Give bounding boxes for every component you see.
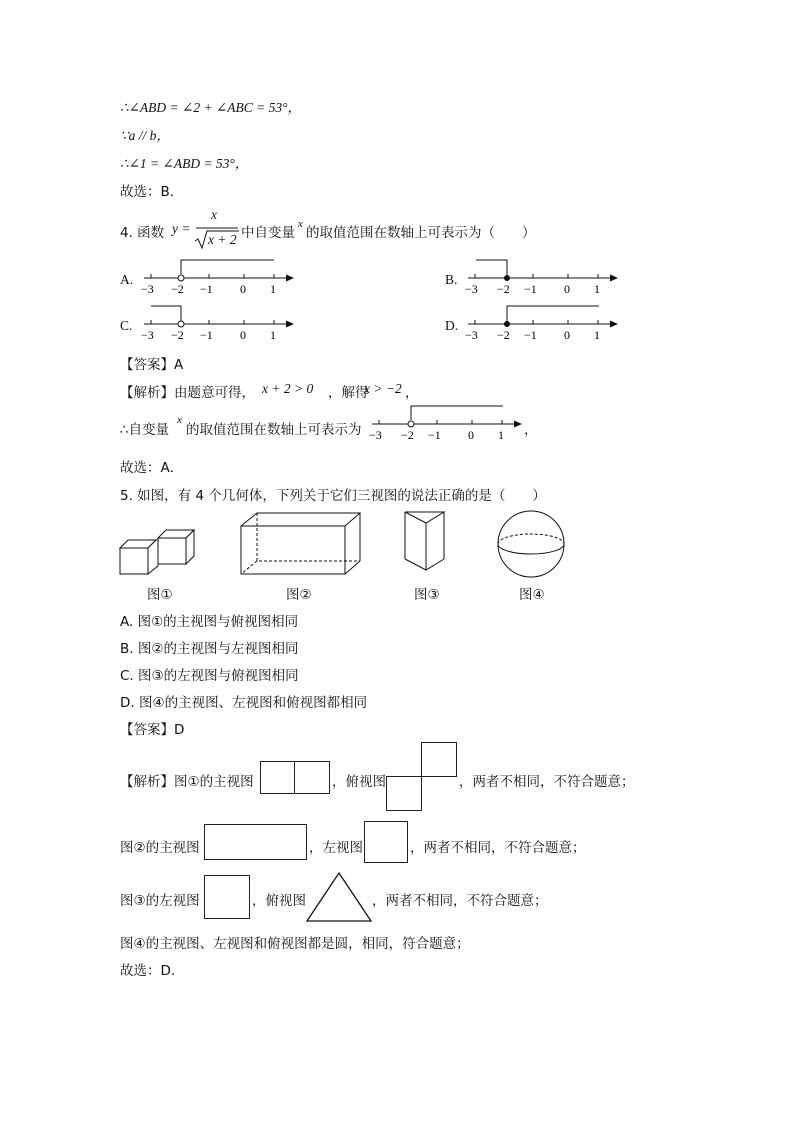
tick-label: −2 [497,282,510,296]
q4-conclusion-suffix: 的取值范围在数轴上可表示为 [186,422,362,438]
tick-label: −3 [141,328,154,342]
q5-a1-top-view-square-upper [421,742,457,777]
q5-a4: 图④的主视图、左视图和俯视图都是圆，相同，符合题意； [120,936,470,952]
tick-label: −1 [428,428,441,442]
q5-a2-front-view-rectangle [204,824,307,860]
tick-label: −2 [171,282,184,296]
tick-label: −2 [171,328,184,342]
prev-line-2: ∵a // b， [120,128,170,143]
q4-conclusion-var: x [177,414,182,426]
q5-answer: 【答案】D [120,722,185,738]
tick-label: −1 [200,282,213,296]
tick-label: 0 [240,282,246,296]
q5-a2-left-view-square [364,821,408,863]
tick-label: −3 [369,428,382,442]
q4-conclusion-prefix: ∴自变量 [120,422,170,438]
q4-frac-den: x + 2 [208,232,237,247]
q5-option-d[interactable]: D. 图④的主视图、左视图和俯视图都相同 [120,695,368,711]
q5-a1-mid: ，俯视图 [332,774,386,790]
tick-label: −1 [524,328,537,342]
q4-choice: 故选：A． [120,460,184,476]
tick-label: −2 [401,428,414,442]
q5-a3-prefix: 图③的左视图 [120,893,200,909]
q5-a3-mid: ，俯视图 [252,893,306,909]
tick-label: −3 [465,282,478,296]
q4-prefix: 4. 函数 [120,225,165,241]
q5-option-b[interactable]: B. 图②的主视图与左视图相同 [120,641,299,657]
q5-a1-front-view-square-left [260,761,295,794]
prev-line-1: ∴∠ABD = ∠2 + ∠ABC = 53°， [120,100,301,115]
q4-option-a-number-line[interactable] [138,258,298,298]
q5-a2-mid: ，左视图 [309,840,363,856]
q4-analysis-end: ， [405,385,419,401]
tick-label: −2 [497,328,510,342]
q5-option-a[interactable]: A. 图①的主视图与俯视图相同 [120,614,299,630]
q4-option-b-number-line[interactable] [462,258,622,298]
q5-choice: 故选：D. [120,963,176,979]
tick-label: 1 [270,282,276,296]
q4-y-eq: y = [172,221,191,236]
prev-choice: 故选：B． [120,184,184,200]
tick-label: −3 [141,282,154,296]
prev-line-3: ∴∠1 = ∠ABD = 53°， [120,156,249,171]
q5-a2-end: ，两者不相同，不符合题意； [410,840,586,856]
q4-option-a-label[interactable]: A. [120,272,134,287]
tick-label: 1 [594,282,600,296]
q5-a2-prefix: 图②的主视图 [120,840,200,856]
q4-answer: 【答案】A [120,357,184,373]
q5-a1-front-view-square-right [294,761,330,794]
q5-figure-2-label: 图② [286,587,312,603]
q5-a1-prefix: 【解析】图①的主视图 [120,774,254,790]
q4-analysis-math-2: x > −2 [364,381,402,396]
q5-figure-2-cuboid [238,510,364,580]
q5-figure-3-label: 图③ [414,587,440,603]
q4-analysis-prefix: 【解析】由题意可得， [120,385,255,401]
q4-option-c-label[interactable]: C. [120,318,133,333]
tick-label: 0 [564,328,570,342]
q4-suffix-a: 中自变量 [241,225,295,241]
q5-a3-end: ，两者不相同，不符合题意； [372,893,548,909]
q4-analysis-math-1: x + 2 > 0 [262,381,314,396]
q5-figure-4-sphere [495,508,567,580]
q5-figure-1-label: 图① [147,587,173,603]
q4-analysis-mid: ，解得 [328,385,369,401]
q5-a1-end: ，两者不相同，不符合题意； [459,774,635,790]
q4-conclusion-end: ， [524,422,538,438]
tick-label: 0 [468,428,474,442]
tick-label: 0 [240,328,246,342]
q4-var: x [298,218,303,230]
q5-figure-1-cubes [118,524,198,578]
q4-option-d-number-line[interactable] [462,304,622,344]
q4-option-c-number-line[interactable] [138,304,298,344]
q5-figure-4-label: 图④ [519,587,545,603]
tick-label: −3 [465,328,478,342]
q5-option-c[interactable]: C. 图③的左视图与俯视图相同 [120,668,299,684]
q4-conclusion-number-line [366,404,526,444]
q5-figure-3-prism [400,507,450,577]
q5-a3-left-view-rectangle [204,875,250,919]
tick-label: 0 [564,282,570,296]
tick-label: −1 [200,328,213,342]
q4-frac-num: x [211,207,217,222]
tick-label: 1 [594,328,600,342]
tick-label: −1 [524,282,537,296]
q4-option-b-label[interactable]: B. [445,272,458,287]
q5-stem: 5. 如图，有 4 个几何体，下列关于它们三视图的说法正确的是（ ） [120,488,546,504]
tick-label: 1 [270,328,276,342]
q4-suffix-b: 的取值范围在数轴上可表示为（ ） [306,225,536,241]
q5-a1-top-view-square-lower [386,776,422,811]
q5-a3-top-view-triangle [304,870,374,924]
q4-option-d-label[interactable]: D. [445,318,459,333]
tick-label: 1 [498,428,504,442]
